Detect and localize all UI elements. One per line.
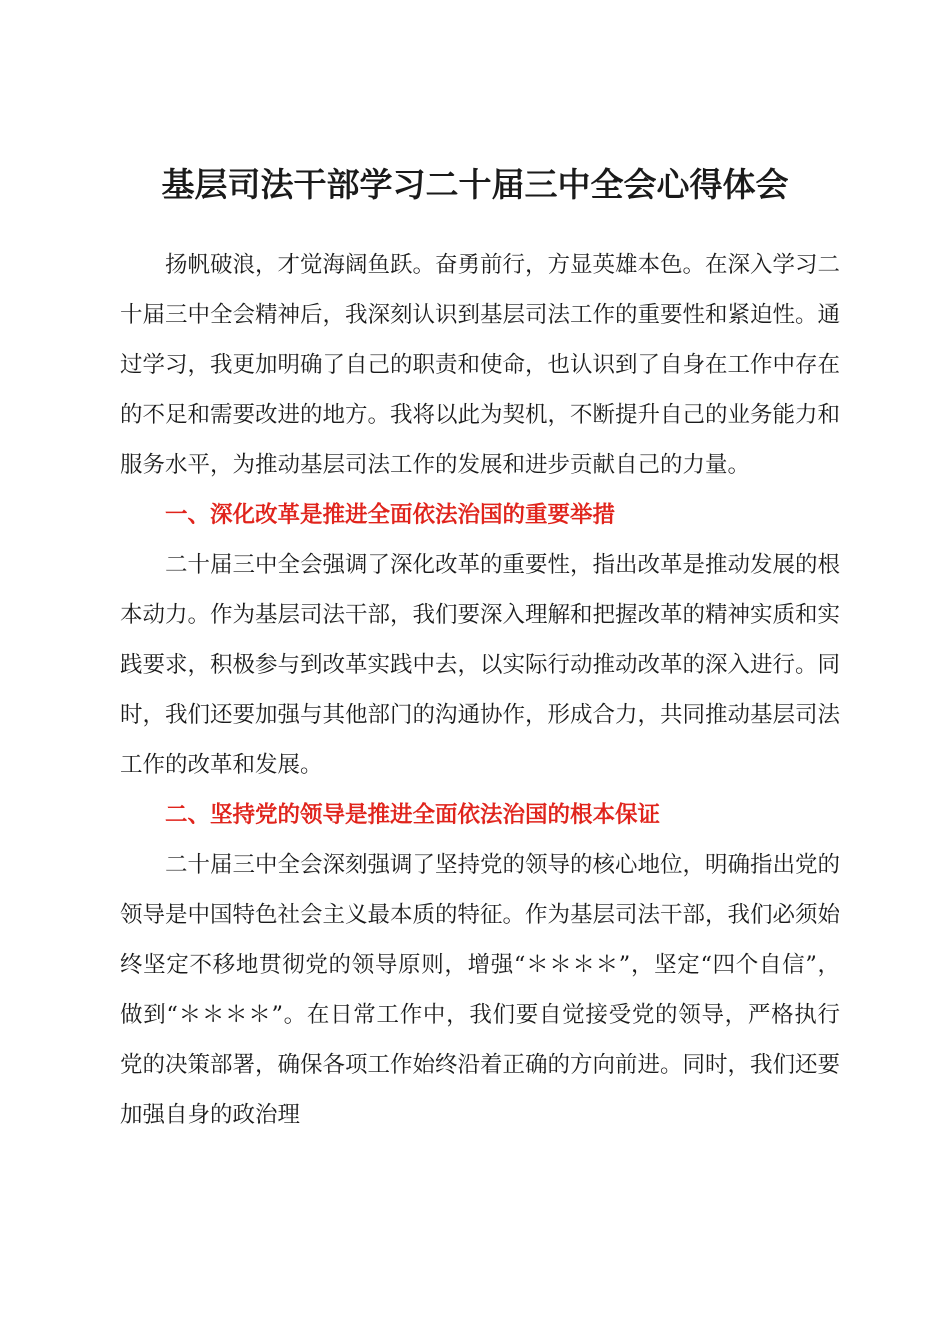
section-2-heading: 二、坚持党的领导是推进全面依法治国的根本保证 — [165, 802, 661, 828]
document-body — [120, 240, 840, 1140]
section-2-paragraph: 二十届三中全会深刻强调了坚持党的领导的核心地位，明确指出党的领导是中国特色社会主义最本质的特征。作为基层司法干部，我们必须始终坚定不移地贯彻党的领导原则，增强“＊＊＊＊”，坚定“四个自信”，做到“＊＊＊＊”。在日常工作中，我们要自觉接受党的领导，严格执行党的决策部署，确保各项工作始终沿着正确的方向前进。同时，我们还要加强自身的政治理 — [120, 852, 841, 1128]
intro-paragraph: 扬帆破浪，才觉海阔鱼跃。奋勇前行，方显英雄本色。在深入学习二十届三中全会精神后，我深刻认识到基层司法工作的重要性和紧迫性。通过学习，我更加明确了自己的职责和使命，也认识到了自身在工作中存在的不足和需要改进的地方。我将以此为契机，不断提升自己的业务能力和服务水平，为推动基层司法工作的发展和进步贡献自己的力量。 — [120, 252, 841, 478]
document-title: 基层司法干部学习二十届三中全会心得体会 — [161, 165, 789, 204]
section-1-heading: 一、深化改革是推进全面依法治国的重要举措 — [165, 502, 616, 528]
section-1-paragraph: 二十届三中全会强调了深化改革的重要性，指出改革是推动发展的根本动力。作为基层司法干部，我们要深入理解和把握改革的精神实质和实践要求，积极参与到改革实践中去，以实际行动推动改革的深入进行。同时，我们还要加强与其他部门的沟通协作，形成合力，共同推动基层司法工作的改革和发展。 — [120, 552, 841, 778]
